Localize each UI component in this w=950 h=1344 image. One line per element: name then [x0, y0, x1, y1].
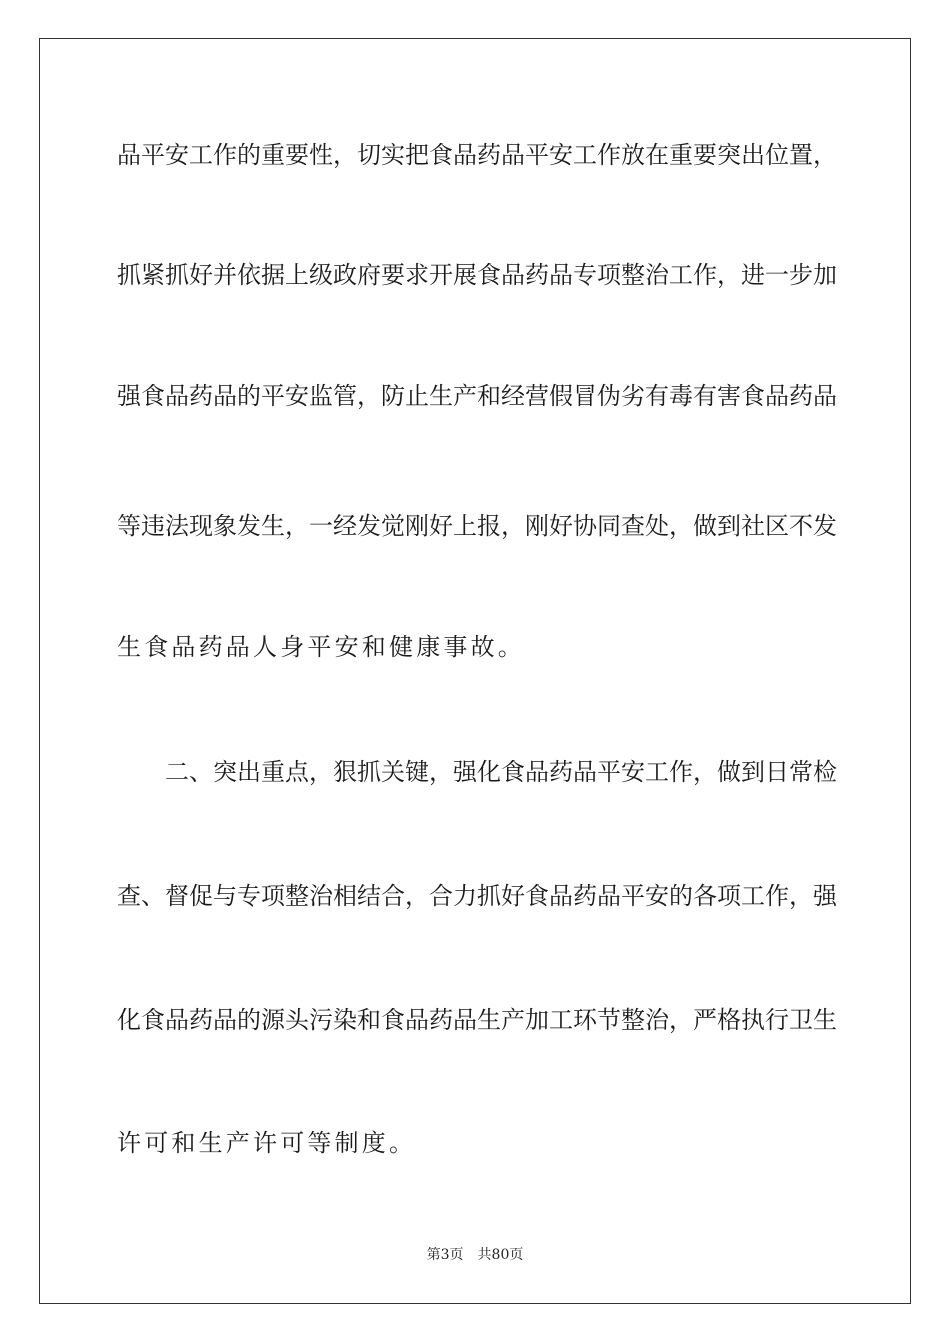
page-number-total: 共80页	[477, 1247, 524, 1263]
paragraph-2-line-2: 查、督促与专项整治相结合，合力抓好食品药品平安的各项工作，强	[117, 882, 837, 910]
paragraph-2-line-3: 化食品药品的源头污染和食品药品生产加工环节整治，严格执行卫生	[117, 1006, 837, 1034]
page-border	[39, 38, 911, 1304]
paragraph-line-2: 抓紧抓好并依据上级政府要求开展食品药品专项整治工作，进一步加	[117, 261, 837, 289]
paragraph-2-line-4: 许可和生产许可等制度。	[117, 1129, 417, 1157]
page-number-current: 第3页	[426, 1247, 464, 1263]
paragraph-2-line-1: 二、突出重点，狠抓关键，强化食品药品平安工作，做到日常检	[165, 758, 837, 786]
paragraph-line-3: 强食品药品的平安监管，防止生产和经营假冒伪劣有毒有害食品药品	[117, 382, 837, 410]
paragraph-line-1: 品平安工作的重要性，切实把食品药品平安工作放在重要突出位置，	[117, 141, 837, 169]
paragraph-line-4: 等违法现象发生，一经发觉刚好上报，刚好协同查处，做到社区不发	[117, 512, 837, 540]
page-footer	[0, 1246, 950, 1264]
paragraph-line-5: 生食品药品人身平安和健康事故。	[117, 633, 525, 661]
